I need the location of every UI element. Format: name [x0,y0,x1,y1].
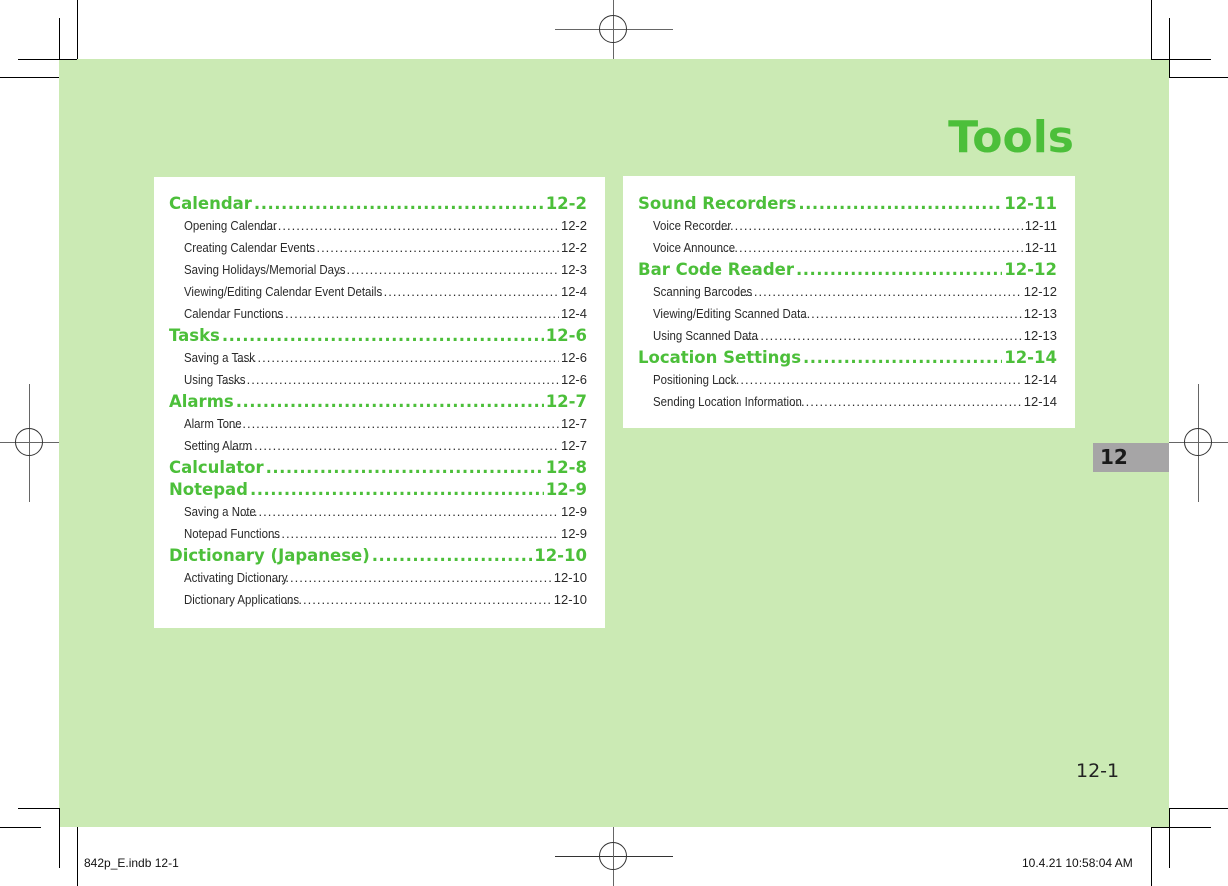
dot-leader [797,303,1021,325]
item-page: 12-2 [560,240,587,255]
toc-item[interactable] [169,523,587,545]
dot-leader [231,435,559,457]
item-label: Using Scanned Data [653,328,758,343]
toc-section-alarms[interactable] [169,391,587,413]
item-label: Creating Calendar Events [184,240,315,255]
section-page: 12-6 [545,326,587,345]
toc-item[interactable] [638,391,1057,413]
toc-item[interactable] [169,237,587,259]
dot-leader [254,193,544,215]
section-title: Calculator [169,458,264,477]
dot-leader [303,237,559,259]
item-label: Saving a Note [184,504,256,519]
section-page: 12-9 [545,480,587,499]
dot-leader [337,259,559,281]
item-label: Saving a Task [184,350,256,365]
section-title: Notepad [169,480,248,499]
toc-item[interactable] [638,303,1057,325]
dot-leader [372,545,532,567]
section-title: Alarms [169,392,234,411]
item-label: Dictionary Applications [184,592,300,607]
item-page: 12-10 [553,592,587,607]
item-page: 12-9 [560,526,587,541]
dot-leader [285,589,552,611]
section-page: 12-8 [545,458,587,477]
section-title: Tasks [169,326,220,345]
section-page: 12-12 [1004,260,1057,279]
item-page: 12-11 [1024,218,1057,233]
toc-item[interactable] [169,435,587,457]
toc-section-bar-code-reader[interactable] [638,259,1057,281]
toc-panel-left [154,177,605,628]
item-page: 12-14 [1023,394,1057,409]
dot-leader [735,281,1021,303]
item-page: 12-6 [560,350,587,365]
section-page: 12-14 [1004,348,1057,367]
toc-item[interactable] [169,369,587,391]
chapter-tab: 12 [1093,443,1169,472]
section-title: Sound Recorders [638,194,797,213]
print-slug-file: 842p_E.indb 12-1 [84,856,179,870]
dot-leader [236,391,544,413]
dot-leader [267,303,559,325]
item-page: 12-2 [560,218,587,233]
toc-section-sound-recorders[interactable] [638,193,1057,215]
toc-item[interactable] [169,589,587,611]
item-label: Activating Dictionary [184,570,288,585]
item-page: 12-3 [560,262,587,277]
toc-item[interactable] [169,303,587,325]
dot-leader [259,215,559,237]
toc-item[interactable] [638,237,1057,259]
toc-item[interactable] [169,567,587,589]
toc-item[interactable] [169,501,587,523]
item-label: Sending Location Information [653,394,802,409]
section-title: Dictionary (Japanese) [169,546,370,565]
item-page: 12-13 [1023,328,1057,343]
toc-section-calendar[interactable] [169,193,587,215]
item-page: 12-4 [560,284,587,299]
toc-item[interactable] [638,281,1057,303]
dot-leader [224,369,559,391]
item-label: Viewing/Editing Scanned Data [653,306,807,321]
item-label: Saving Holidays/Memorial Days [184,262,346,277]
dot-leader [250,479,544,501]
item-label: Opening Calendar [184,218,277,233]
page-title: Tools [948,112,1074,163]
item-label: Using Tasks [184,372,246,387]
toc-panel-right [623,176,1075,428]
dot-leader [272,567,552,589]
dot-leader [717,369,1021,391]
item-label: Notepad Functions [184,526,281,541]
toc-item[interactable] [169,347,587,369]
dot-leader [798,193,1002,215]
toc-item[interactable] [638,215,1057,237]
section-page: 12-7 [545,392,587,411]
toc-section-location-settings[interactable] [638,347,1057,369]
item-page: 12-11 [1024,240,1057,255]
item-page: 12-14 [1023,372,1057,387]
section-title: Bar Code Reader [638,260,794,279]
section-page: 12-2 [545,194,587,213]
item-label: Setting Alarm [184,438,253,453]
item-page: 12-9 [560,504,587,519]
section-page: 12-11 [1004,194,1057,213]
dot-leader [716,237,1023,259]
dot-leader [266,457,544,479]
dot-leader [792,391,1022,413]
item-label: Alarm Tone [184,416,242,431]
item-page: 12-13 [1023,306,1057,321]
item-label: Viewing/Editing Calendar Event Details [184,284,383,299]
item-page: 12-7 [560,438,587,453]
item-label: Scanning Barcodes [653,284,753,299]
item-label: Voice Recorder [653,218,732,233]
item-page: 12-12 [1023,284,1057,299]
toc-section-dictionary[interactable] [169,545,587,567]
toc-item[interactable] [638,325,1057,347]
dot-leader [803,347,1002,369]
item-label: Calendar Functions [184,306,284,321]
toc-item[interactable] [169,259,587,281]
toc-section-notepad[interactable] [169,479,587,501]
item-label: Positioning Lock [653,372,737,387]
dot-leader [379,281,559,303]
print-slug-timestamp: 10.4.21 10:58:04 AM [1022,856,1133,870]
section-title: Location Settings [638,348,802,367]
dot-leader [235,501,559,523]
toc-item[interactable] [169,281,587,303]
toc-item[interactable] [169,215,587,237]
toc-item[interactable] [638,369,1057,391]
section-page: 12-10 [534,546,587,565]
item-page: 12-7 [560,416,587,431]
section-title: Calendar [169,194,252,213]
dot-leader [234,347,559,369]
dot-leader [712,215,1023,237]
item-page: 12-10 [553,570,587,585]
page-number: 12-1 [1076,760,1120,782]
dot-leader [222,325,544,347]
item-label: Voice Announce [653,240,736,255]
dot-leader [796,259,1002,281]
dot-leader [263,523,559,545]
dot-leader [219,413,559,435]
toc-section-calculator[interactable] [169,457,587,479]
item-page: 12-6 [560,372,587,387]
dot-leader [742,325,1022,347]
item-page: 12-4 [560,306,587,321]
toc-item[interactable] [169,413,587,435]
toc-section-tasks[interactable] [169,325,587,347]
